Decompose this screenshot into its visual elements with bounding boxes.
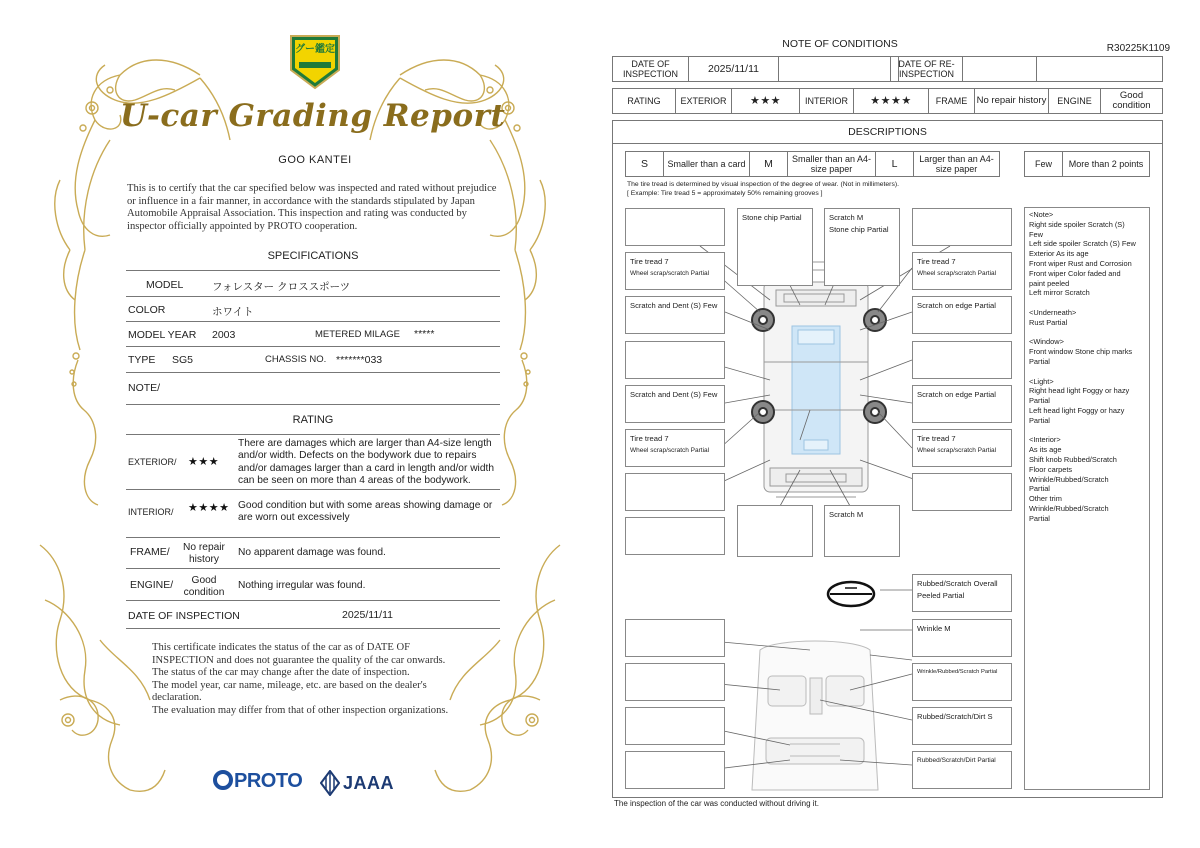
rating-row <box>612 88 1163 114</box>
note-text: Wrinkle/Rubbed/Scratch Partial <box>917 669 998 675</box>
certificate-title: U-car Grading Report <box>120 98 506 134</box>
note-text: Tire tread 7 <box>630 257 669 266</box>
certificate-subtitle: GOO KANTEI <box>278 154 352 166</box>
noc-footer: The inspection of the car was conducted without driving it. <box>614 799 819 808</box>
engine-value: Good condition <box>183 575 225 598</box>
note-box-empty <box>912 473 1012 511</box>
divider <box>126 321 500 322</box>
model-value: フォレスター クロススポーツ <box>212 281 351 293</box>
footer-line: declaration. <box>152 692 202 704</box>
notes-line: Right side spoiler Scratch (S) <box>1029 219 1125 229</box>
legend-s-desc: Smaller than a card <box>664 152 750 176</box>
notes-line: Front wiper Rust and Corrosion <box>1029 258 1132 268</box>
notes-panel <box>1024 207 1150 790</box>
note-box-rear <box>824 505 900 557</box>
engine-label: ENGINE <box>1049 89 1101 113</box>
date-of-inspection-label: DATE OF INSPECTION <box>613 57 689 81</box>
footer-line: The status of the car may change after the date of inspection. <box>152 667 410 679</box>
empty-cell <box>1037 57 1162 81</box>
divider <box>126 404 500 405</box>
proto-logo-icon <box>213 770 233 790</box>
model-year-label: MODEL YEAR <box>128 329 197 341</box>
proto-logo-text: PROTO <box>234 770 303 792</box>
rating-title: RATING <box>292 414 334 426</box>
certificate-footer <box>152 642 492 718</box>
engine-value: Good condition <box>1112 90 1151 111</box>
interior-description: Good condition but with some areas showing damage or are worn out excessively <box>238 500 493 524</box>
inspection-date-label: DATE OF INSPECTION <box>128 610 240 622</box>
exterior-stars: ★★★ <box>732 89 800 113</box>
divider <box>126 346 500 347</box>
notes-line: Partial <box>1029 513 1050 523</box>
divider <box>126 600 500 601</box>
notes-line: Right head light Foggy or hazy <box>1029 386 1130 396</box>
divider <box>126 537 500 538</box>
frame-label: FRAME <box>929 89 975 113</box>
note-text: Scratch and Dent (S) Few <box>630 390 718 399</box>
note-box-front-right <box>824 208 900 286</box>
jaaa-logo-text: JAAA <box>343 773 395 793</box>
type-value: SG5 <box>172 354 194 366</box>
note-box-rear-seat <box>912 751 1012 789</box>
legend-m-desc: Smaller than an A4-size paper <box>788 152 876 176</box>
note-box-left-front-door <box>625 296 725 334</box>
legend-few-desc: More than 2 points <box>1068 159 1144 169</box>
report-id: R30225K1109 <box>1106 43 1170 54</box>
notes-line: Left head light Foggy or hazy <box>1029 405 1125 415</box>
notes-line: Front wiper Color faded and <box>1029 268 1121 278</box>
note-text: Wheel scrap/scratch Partial <box>630 447 710 454</box>
notes-spacer <box>1029 298 1145 308</box>
note-text: Scratch on edge Partial <box>917 301 996 310</box>
note-box-empty <box>737 505 813 557</box>
note-box-dash <box>912 619 1012 657</box>
note-text: Scratch on edge Partial <box>917 390 996 399</box>
note-text: Scratch M <box>829 213 864 222</box>
notes-line: <Window> <box>1029 337 1064 347</box>
note-box-right-front-door <box>912 296 1012 334</box>
model-label: MODEL <box>146 279 184 291</box>
note-box-empty <box>625 707 725 745</box>
note-text: Wrinkle M <box>917 624 951 633</box>
exterior-label: EXTERIOR/ <box>128 457 177 467</box>
tread-note-line: [ Example: Tire tread 5 = approximately 50% remaining grooves ] <box>627 190 823 197</box>
legend-few-code: Few <box>1025 152 1063 176</box>
note-box-front-seat <box>912 663 1012 701</box>
note-box-console <box>912 707 1012 745</box>
notes-line: Floor carpets <box>1029 464 1073 474</box>
rating-label: RATING <box>613 89 676 113</box>
legend-l-desc: Larger than an A4-size paper <box>919 154 994 174</box>
note-box-empty <box>625 341 725 379</box>
note-box-empty <box>625 517 725 555</box>
note-box-front-left <box>737 208 813 286</box>
notes-line: Wrinkle/Rubbed/Scratch <box>1029 474 1109 484</box>
note-box-right-front-tire <box>912 252 1012 290</box>
footer-line: The evaluation may differ from that of other inspection organizations. <box>152 704 449 716</box>
note-box-empty <box>625 208 725 246</box>
engine-description: Nothing irregular was found. <box>238 580 366 591</box>
few-legend <box>1024 151 1150 177</box>
interior-stars: ★★★★ <box>854 89 929 113</box>
notes-line: paint peeled <box>1029 278 1070 288</box>
divider <box>126 489 500 490</box>
note-box-left-front-tire <box>625 252 725 290</box>
notes-line: Front window Stone chip marks <box>1029 347 1133 357</box>
notes-line: Partial <box>1029 356 1050 366</box>
legend-s-code: S <box>626 152 664 176</box>
legend-m-code: M <box>750 152 788 176</box>
note-text: Wheel scrap/scratch Partial <box>917 447 997 454</box>
notes-line: Other trim <box>1029 494 1062 504</box>
divider <box>126 628 500 629</box>
date-row <box>612 56 1163 82</box>
notes-spacer <box>1029 426 1145 436</box>
footer-line: INSPECTION and does not guarantee the quality of the car onwards. <box>152 654 446 666</box>
badge-label: グー鑑定 <box>295 44 335 55</box>
interior-label: INTERIOR/ <box>128 507 174 517</box>
jaaa-logo-icon <box>320 770 340 796</box>
model-year-value: 2003 <box>212 329 236 341</box>
frame-label: FRAME/ <box>130 546 170 558</box>
date-of-reinspection-label: DATE OF RE-INSPECTION <box>891 57 963 81</box>
divider <box>126 568 500 569</box>
note-box-right-rear-tire <box>912 429 1012 467</box>
notes-line: Shift knob Rubbed/Scratch <box>1029 454 1117 464</box>
note-box-empty <box>912 341 1012 379</box>
note-text: Rubbed/Scratch Overall <box>917 579 998 588</box>
divider <box>126 434 500 435</box>
chassis-value: *******033 <box>336 354 383 366</box>
color-label: COLOR <box>128 304 166 316</box>
note-text: Wheel scrap/scratch Partial <box>630 270 710 277</box>
notes-line: Partial <box>1029 415 1050 425</box>
goo-kantei-badge-icon <box>287 32 343 92</box>
note-text: Scratch and Dent (S) Few <box>630 301 718 310</box>
metered-mileage-value: ***** <box>414 328 435 340</box>
exterior-label: EXTERIOR <box>676 89 732 113</box>
notes-line: Partial <box>1029 484 1050 494</box>
type-label: TYPE <box>128 354 156 366</box>
note-text: Rubbed/Scratch/Dirt Partial <box>917 757 996 764</box>
note-box-empty <box>625 663 725 701</box>
note-box-empty <box>912 208 1012 246</box>
notes-line: Wrinkle/Rubbed/Scratch <box>1029 503 1109 513</box>
note-text: Peeled Partial <box>917 591 965 600</box>
note-box-right-rear-door <box>912 385 1012 423</box>
proto-logo <box>213 770 302 793</box>
frame-description: No apparent damage was found. <box>238 547 386 558</box>
certificate-statement: This is to certify that the car specified below was inspected and rated without prejudice or influence in a fair manner, in accordance with the standards stipulated by Japan Automobile Appraisal Association. This inspection and rating was conducted by inspector officially appointed by PROTO cooperation. <box>127 183 497 232</box>
chassis-label: CHASSIS NO. <box>265 354 327 365</box>
tire-tread-note <box>627 180 967 198</box>
color-value: ホワイト <box>212 306 254 318</box>
notes-line: As its age <box>1029 445 1062 455</box>
date-of-inspection-value: 2025/11/11 <box>689 57 779 81</box>
note-text: Rubbed/Scratch/Dirt S <box>917 712 993 721</box>
note-box-left-rear-door <box>625 385 725 423</box>
tread-note-line: The tire tread is determined by visual inspection of the degree of wear. (Not in millimeters). <box>627 181 899 188</box>
notes-line: <Light> <box>1029 376 1054 386</box>
frame-value: No repair history <box>183 542 225 565</box>
footer-line: This certificate indicates the status of the car as of DATE OF <box>152 642 410 653</box>
notes-line: Exterior As its age <box>1029 249 1089 259</box>
note-box-empty <box>625 619 725 657</box>
notes-line: <Interior> <box>1029 435 1061 445</box>
descriptions-title: DESCRIPTIONS <box>612 120 1163 144</box>
notes-line: Partial <box>1029 396 1050 406</box>
inspection-date-value: 2025/11/11 <box>342 609 393 621</box>
specifications-title: SPECIFICATIONS <box>267 250 359 262</box>
notes-line: <Underneath> <box>1029 307 1077 317</box>
exterior-stars: ★★★ <box>188 456 220 468</box>
legend-l-code: L <box>876 152 914 176</box>
notes-line: Left mirror Scratch <box>1029 288 1090 298</box>
note-text: Wheel scrap/scratch Partial <box>917 270 997 277</box>
notes-spacer <box>1029 367 1145 377</box>
note-box-empty <box>625 473 725 511</box>
notes-spacer <box>1029 328 1145 338</box>
interior-stars: ★★★★ <box>188 502 230 514</box>
exterior-description: There are damages which are larger than A4-size length and/or width. Defects on the bodywork due to repairs and/or damages larger than a card in length and/or width can be seen on more than 4 areas of the bodywork. <box>238 438 494 486</box>
divider <box>126 296 500 297</box>
divider <box>126 270 500 271</box>
notes-line: <Note> <box>1029 210 1054 219</box>
note-box-empty <box>625 751 725 789</box>
footer-line: The model year, car name, mileage, etc. are based on the dealer's <box>152 679 427 691</box>
engine-label: ENGINE/ <box>130 579 174 591</box>
note-text: Tire tread 7 <box>917 257 956 266</box>
noc-title: NOTE OF CONDITIONS <box>782 38 898 50</box>
interior-label: INTERIOR <box>800 89 854 113</box>
note-box-steering <box>912 574 1012 612</box>
note-label: NOTE/ <box>128 382 161 394</box>
note-text: Stone chip Partial <box>742 213 802 222</box>
note-text: Stone chip Partial <box>829 225 889 234</box>
note-text: Tire tread 7 <box>917 434 956 443</box>
frame-value: No repair history <box>975 89 1049 113</box>
size-legend <box>625 151 1000 177</box>
notes-line: Left side spoiler Scratch (S) Few <box>1029 239 1136 249</box>
note-box-left-rear-tire <box>625 429 725 467</box>
note-text: Tire tread 7 <box>630 434 669 443</box>
notes-line: Rust Partial <box>1029 317 1068 327</box>
metered-mileage-label: METERED MILAGE <box>315 329 400 340</box>
divider <box>126 372 500 373</box>
notes-line: Few <box>1029 229 1043 239</box>
note-text: Scratch M <box>829 510 864 519</box>
